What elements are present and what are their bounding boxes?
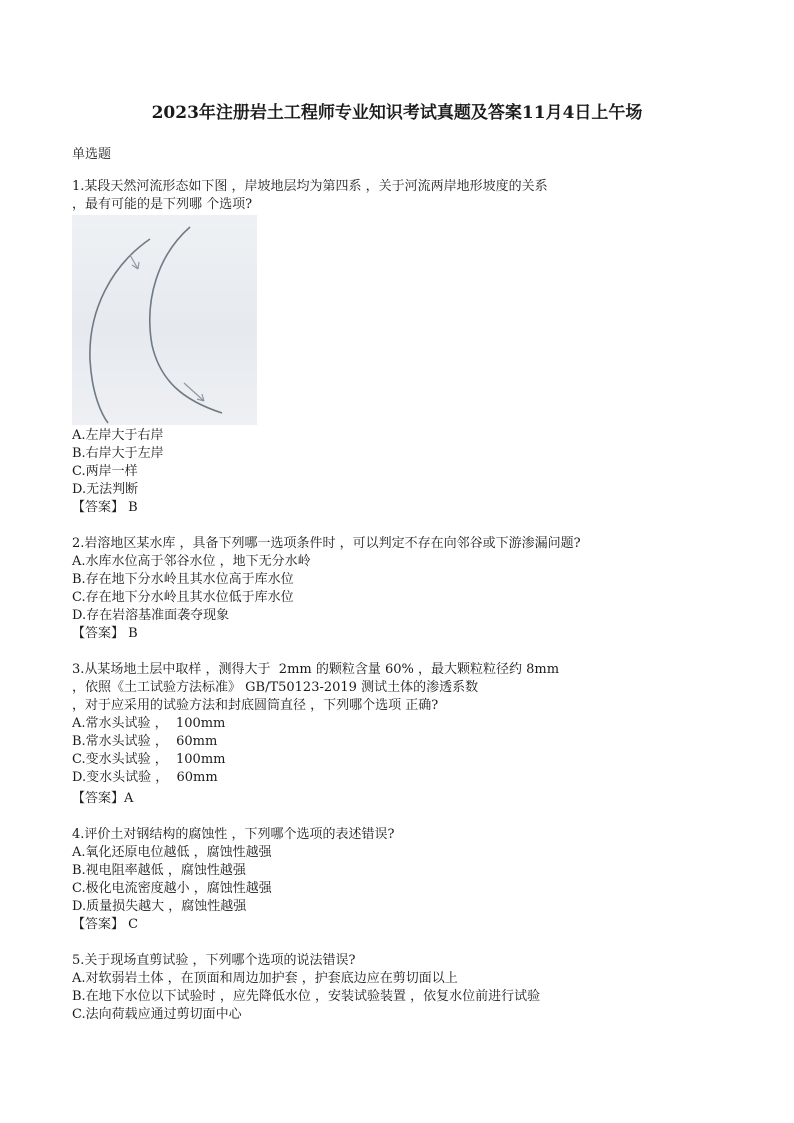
- river-figure: [72, 215, 257, 425]
- q1-answer: 【答案】 B: [72, 500, 138, 515]
- q4-option-d: D.质量损失越大 ，腐蚀性越强: [72, 899, 247, 914]
- section-heading: 单选题: [72, 147, 112, 162]
- q1-option-c: C.两岸一样: [72, 464, 138, 479]
- q5-option-b: B.在地下水位以下试验时 ，应先降低水位 ，安装试验装置 ，依复水位前进行试验: [72, 989, 541, 1004]
- q2-option-c: C.存在地下分水岭且其水位低于库水位: [72, 590, 294, 605]
- q1-option-d: D.无法判断: [72, 482, 139, 497]
- q1-stem-line1: 1.某段天然河流形态如下图 ，岸坡地层均为第四系 ，关于河流两岸地形坡度的关系: [72, 179, 548, 194]
- q3-stem-line2: ，依照《土工试验方法标准》 GB/T50123-2019 测试土体的渗透系数: [72, 680, 479, 695]
- q4-option-c: C.极化电流密度越小 ，腐蚀性越强: [72, 881, 272, 896]
- q3-stem-line1: 3.从某场地土层中取样 ，测得大于 2mm 的颗粒含量 60% ，最大颗粒粒径约 8mm: [72, 662, 560, 677]
- q5-option-c: C.法向荷载应通过剪切面中心: [72, 1007, 242, 1022]
- q3-option-a: A.常水头试验 ， 100mm: [72, 716, 226, 731]
- q2-option-b: B.存在地下分水岭且其水位高于库水位: [72, 572, 294, 587]
- q4-option-a: A.氧化还原电位越低 ，腐蚀性越强: [72, 845, 272, 860]
- q2-option-d: D.存在岩溶基准面袭夺现象: [72, 608, 230, 623]
- q3-option-c: C.变水头试验 ， 100mm: [72, 752, 226, 767]
- q1-option-b: B.右岸大于左岸: [72, 446, 164, 461]
- q3-option-b: B.常水头试验 ， 60mm: [72, 734, 218, 749]
- q5-stem-line1: 5.关于现场直剪试验 ，下列哪个选项的说法错误?: [72, 953, 356, 968]
- q5-option-a: A.对软弱岩土体 ，在顶面和周边加护套 ，护套底边应在剪切面以上: [72, 971, 458, 986]
- q2-option-a: A.水库水位高于邻谷水位 ，地下无分水岭: [72, 554, 311, 569]
- flow-arrow-top: [130, 255, 139, 269]
- q1-stem-line2: ，最有可能的是下列哪 个选项?: [72, 197, 253, 212]
- q4-answer: 【答案】 C: [72, 917, 139, 932]
- q2-answer: 【答案】 B: [72, 626, 138, 641]
- q4-stem-line1: 4.评价土对钢结构的腐蚀性 ，下列哪个选项的表述错误?: [72, 827, 395, 842]
- river-left-bank: [90, 239, 150, 423]
- q2-stem-line1: 2.岩溶地区某水库 ，具备下列哪一选项条件时 ，可以判定不存在向邻谷或下游渗漏问题?: [72, 536, 581, 551]
- q3-option-d: D.变水头试验 ， 60mm: [72, 770, 218, 785]
- flow-arrow-bottom: [184, 383, 204, 401]
- q1-option-a: A.左岸大于右岸: [72, 428, 164, 443]
- q3-stem-line3: ，对于应采用的试验方法和封底圆筒直径 ，下列哪个选项 正确?: [72, 698, 439, 713]
- q3-answer: 【答案】A: [72, 791, 134, 806]
- q4-option-b: B.视电阻率越低 ，腐蚀性越强: [72, 863, 246, 878]
- page-title: 2023年注册岩土工程师专业知识考试真题及答案11月4日上午场: [151, 103, 643, 123]
